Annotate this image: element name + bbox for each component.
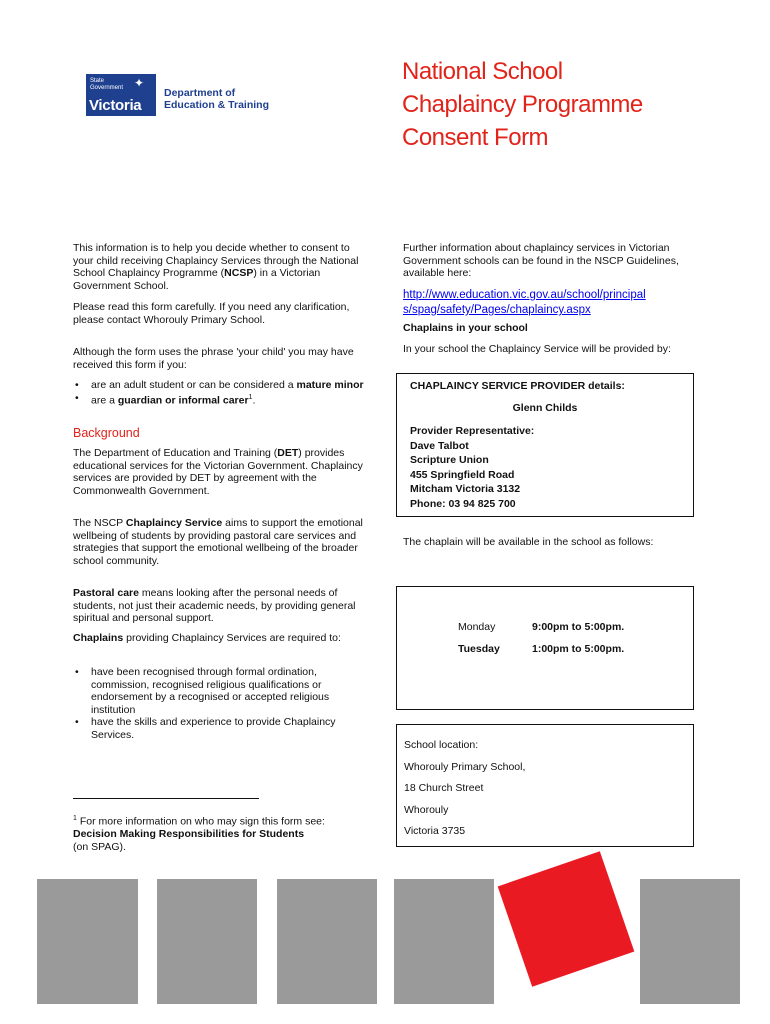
- provider-representative: Provider Representative: Dave Talbot Scripture Union 455 Springfield Road Mitcham Victoria 3132 Phone: 03 94 825 700: [410, 425, 535, 510]
- victoria-badge: [86, 74, 156, 116]
- schedule-day: Monday: [458, 621, 496, 633]
- page-title: National School Chaplaincy Programme Consent Form: [402, 58, 643, 151]
- provider-heading: CHAPLAINCY SERVICE PROVIDER details:: [410, 380, 625, 392]
- school-location-box: [396, 724, 694, 847]
- decorative-gray-square: [277, 879, 377, 1004]
- location-school: Whorouly Primary School,: [404, 760, 526, 773]
- location-street: 18 Church Street: [404, 782, 484, 794]
- state-government-text: State Government: [90, 78, 124, 91]
- det-paragraph: The Department of Education and Training (DET) provides educational services for the Victorian Government. Chaplaincy services are provided by DET by agreement with the Commonwealth Government.: [73, 447, 363, 497]
- nscp-paragraph: The NSCP Chaplaincy Service aims to support the emotional wellbeing of students by providing pastoral care services and strategies that support the emotional wellbeing of the broader school community.: [73, 517, 363, 567]
- footnote-link[interactable]: Decision Making Responsibilities for Students: [73, 828, 305, 840]
- list-item: • are an adult student or can be considered a mature minor: [73, 379, 368, 392]
- decorative-gray-square: [640, 879, 740, 1004]
- footnote-divider: [73, 798, 259, 799]
- list-item: • have the skills and experience to provide Chaplaincy Services.: [73, 716, 368, 741]
- background-heading: Background: [73, 426, 140, 440]
- location-state: Victoria 3735: [404, 825, 466, 837]
- guidelines-link[interactable]: http://www.education.vic.gov.au/school/principal s/spag/safety/Pages/chaplaincy.aspx: [403, 289, 646, 316]
- further-info-paragraph: Further information about chaplaincy services in Victorian Government schools can be found in the NSCP Guidelines, available here:: [403, 242, 679, 279]
- phrase-paragraph: Although the form uses the phrase 'your child' you may have received this form if you:: [73, 346, 354, 371]
- schedule-time: 1:00pm to 5:00pm.: [532, 643, 625, 655]
- star-icon: ✦: [134, 76, 145, 90]
- department-name: Department of Education & Training: [164, 87, 270, 111]
- schedule-day: Tuesday: [458, 643, 500, 655]
- footnote: $^1$ For more information on who may sign this form see: Decision Making Responsibilities for Students (on SPAG).: [73, 815, 325, 853]
- location-label: School location:: [404, 739, 479, 751]
- chaplains-required-paragraph: Chaplains providing Chaplaincy Services are required to:: [73, 632, 341, 644]
- provided-by-paragraph: In your school the Chaplaincy Service will be provided by:: [403, 343, 671, 355]
- schedule-time: 9:00pm to 5:00pm.: [532, 621, 625, 633]
- schedule-box: [396, 586, 694, 710]
- victoria-text: Victoria: [89, 97, 142, 114]
- vic-gov-logo: [86, 74, 286, 122]
- list-item: • have been recognised through formal ordination, commission, recognised religious qualifications or endorsement by a recognised or accepted religious institution: [73, 666, 368, 716]
- decorative-gray-square: [394, 879, 494, 1004]
- guidelines-link-block: [403, 288, 703, 318]
- chaplain-name: Glenn Childs: [512, 402, 578, 414]
- intro-section: [73, 242, 368, 292]
- provider-details-box: [396, 373, 694, 517]
- decorative-gray-square: [37, 879, 138, 1004]
- chaplain-requirements-list: [73, 666, 368, 741]
- decorative-gray-square: [157, 879, 257, 1004]
- location-town: Whorouly: [404, 803, 449, 816]
- availability-paragraph: The chaplain will be available in the school as follows:: [403, 536, 654, 548]
- decorative-red-square: [498, 851, 635, 986]
- list-item: • are a guardian or informal carer$^1$.: [73, 392, 368, 407]
- pastoral-care-paragraph: Pastoral care means looking after the personal needs of students, not just their academic needs, by providing general spiritual and personal support.: [73, 587, 356, 624]
- read-carefully-paragraph: Please read this form carefully. If you need any clarification, please contact Whorouly Primary School.: [73, 301, 350, 326]
- intro-bullets: [73, 379, 368, 407]
- intro-paragraph: This information is to help you decide whether to consent to your child receiving Chaplaincy Services through the National School Chaplaincy Programme (NCSP) in a Victorian Government School.: [73, 242, 359, 292]
- chaplains-heading: Chaplains in your school: [403, 322, 528, 334]
